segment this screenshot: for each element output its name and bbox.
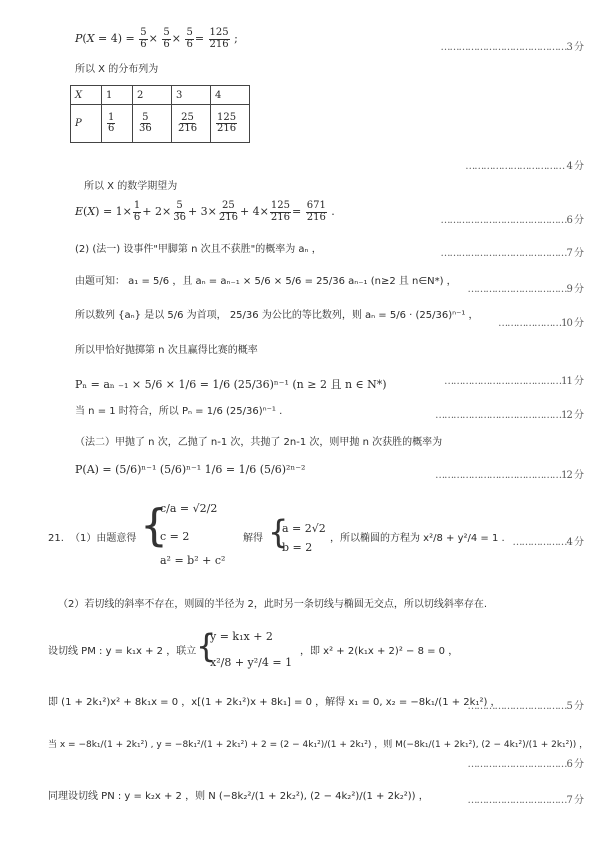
table-cell: $\frac{25}{216}$ xyxy=(172,105,211,143)
system-brace: { xyxy=(196,627,217,665)
line-geometric: 所以数列 {aₙ} 是以 5/6 为首项， 25/36 为公比的等比数列，则 aₙ = 5/6 · (25/36)ⁿ⁻¹ ， xyxy=(75,310,479,321)
solution: b = 2 xyxy=(282,541,313,554)
score-4b: ………………4 分 xyxy=(512,537,583,548)
score-6: ……………………………………6 分 xyxy=(440,215,583,226)
line-tangent-pn: 同理设切线 PN : y = k₂x + 2 ，则 N (−8k₂²/(1 + 2k₂²), (2 − 4k₂²)/(1 + 2k₂²)) ， xyxy=(48,791,429,802)
equation: c/a = √2/2 xyxy=(160,502,218,515)
system-brace: { xyxy=(140,500,168,551)
score-10: …………………10 分 xyxy=(498,318,583,329)
line-expectation: E(X) = 1× $\frac{1}{6}$ + 2× $\frac{5}{36}$ + 3× $\frac{25}{216}$ + 4× $\frac{125}{216}$ = $\frac{671}{216}$ . xyxy=(75,200,335,223)
line-distribution-intro: 所以 X 的分布列为 xyxy=(75,64,159,75)
line-21-1-intro: （1）由题意得 xyxy=(70,533,137,544)
line-pn: Pₙ = aₙ ₋₁ × 5/6 × 1/6 = 1/6 (25/36)ⁿ⁻¹ (n ≥ 2 且 n ∈ N*) xyxy=(75,378,387,391)
score-9: ……………………………9 分 xyxy=(467,284,583,295)
line-expectation-intro: 所以 X 的数学期望为 xyxy=(84,181,178,192)
table-cell: 2 xyxy=(133,86,172,105)
table-cell: $\frac{125}{216}$ xyxy=(211,105,250,143)
solution-brace: { xyxy=(268,513,289,551)
table-cell: $\frac{1}{6}$ xyxy=(102,105,133,143)
solution: a = 2√2 xyxy=(282,522,326,535)
ellipse-equation: ，所以椭圆的方程为 x²/8 + y²/4 = 1 . xyxy=(330,533,505,544)
line-tangent-pm: 设切线 PM : y = k₁x + 2 ，联立 xyxy=(48,646,197,657)
line-21-2: （2）若切线的斜率不存在，则圆的半径为 2，此时另一条切线与椭圆无交点，所以切线斜率存在. xyxy=(58,599,488,610)
table-cell: 3 xyxy=(172,86,211,105)
problem-number: 21. xyxy=(48,533,64,544)
table-cell: X xyxy=(71,86,102,105)
score-5: ……………………………5 分 xyxy=(467,701,583,712)
score-6b: ……………………………6 分 xyxy=(467,759,583,770)
score-4: …………………………… 4 分 xyxy=(465,161,583,172)
table-row xyxy=(71,105,250,143)
line-recurrence: 由题可知： a₁ = 5/6 ，且 aₙ = aₙ₋₁ × 5/6 × 5/6 = 25/36 aₙ₋₁ (n≥2 且 n∈N*) ， xyxy=(75,276,457,287)
equation: x²/8 + y²/4 = 1 xyxy=(210,656,293,669)
line-win-prob-intro: 所以甲恰好抛掷第 n 次且赢得比赛的概率 xyxy=(75,345,258,356)
line-substitution: ，即 x² + 2(k₁x + 2)² − 8 = 0 ， xyxy=(300,646,459,657)
score-3: ……………………………………3 分 xyxy=(440,42,583,53)
distribution-table xyxy=(70,85,250,143)
score-7: ……………………………………7 分 xyxy=(440,248,583,259)
table-cell: P xyxy=(71,105,102,143)
line-point-m: 当 x = −8k₁/(1 + 2k₁²) , y = −8k₁²/(1 + 2k₁²) + 2 = (2 − 4k₁²)/(1 + 2k₁²) ，则 M(−8k₁/(1 + 2k₁²), (2 − 4k₁²)/(1 + 2k₁²)) ， xyxy=(48,740,589,750)
line-n1: 当 n = 1 时符合，所以 Pₙ = 1/6 (25/36)ⁿ⁻¹ . xyxy=(75,406,283,417)
score-12b: ……………………………………12 分 xyxy=(435,470,583,481)
score-12a: ……………………………………12 分 xyxy=(435,410,583,421)
line-method1-event: (2) (法一) 设事件"甲脚第 n 次且不获胜"的概率为 aₙ ， xyxy=(75,244,322,255)
equation: a² = b² + c² xyxy=(160,554,226,567)
score-11: …………………………………11 分 xyxy=(444,376,583,387)
line-method2: （法二）甲抛了 n 次，乙抛了 n-1 次，共抛了 2n-1 次，则甲抛 n 次获胜的概率为 xyxy=(75,437,443,448)
score-7b: ……………………………7 分 xyxy=(467,795,583,806)
equation: c = 2 xyxy=(160,530,190,543)
line-prob-x4: P(X = 4) = $\frac{5}{6}$ × $\frac{5}{6}$ × $\frac{5}{6}$ = $\frac{125}{216}$ ; xyxy=(75,27,238,50)
table-cell: 1 xyxy=(102,86,133,105)
table-cell: $\frac{5}{36}$ xyxy=(133,105,172,143)
line-pa: P(A) = (5/6)ⁿ⁻¹ (5/6)ⁿ⁻¹ 1/6 = 1/6 (5/6)²ⁿ⁻² xyxy=(75,463,306,476)
solve-label: 解得 xyxy=(243,533,263,544)
table-cell: 4 xyxy=(211,86,250,105)
equation: y = k₁x + 2 xyxy=(210,630,273,643)
table-row xyxy=(71,86,250,105)
line-solve-x: 即 (1 + 2k₁²)x² + 8k₁x = 0 ，x[(1 + 2k₁²)x + 8k₁] = 0 ，解得 x₁ = 0, x₂ = −8k₁/(1 + 2k₁²) ， xyxy=(48,697,501,708)
